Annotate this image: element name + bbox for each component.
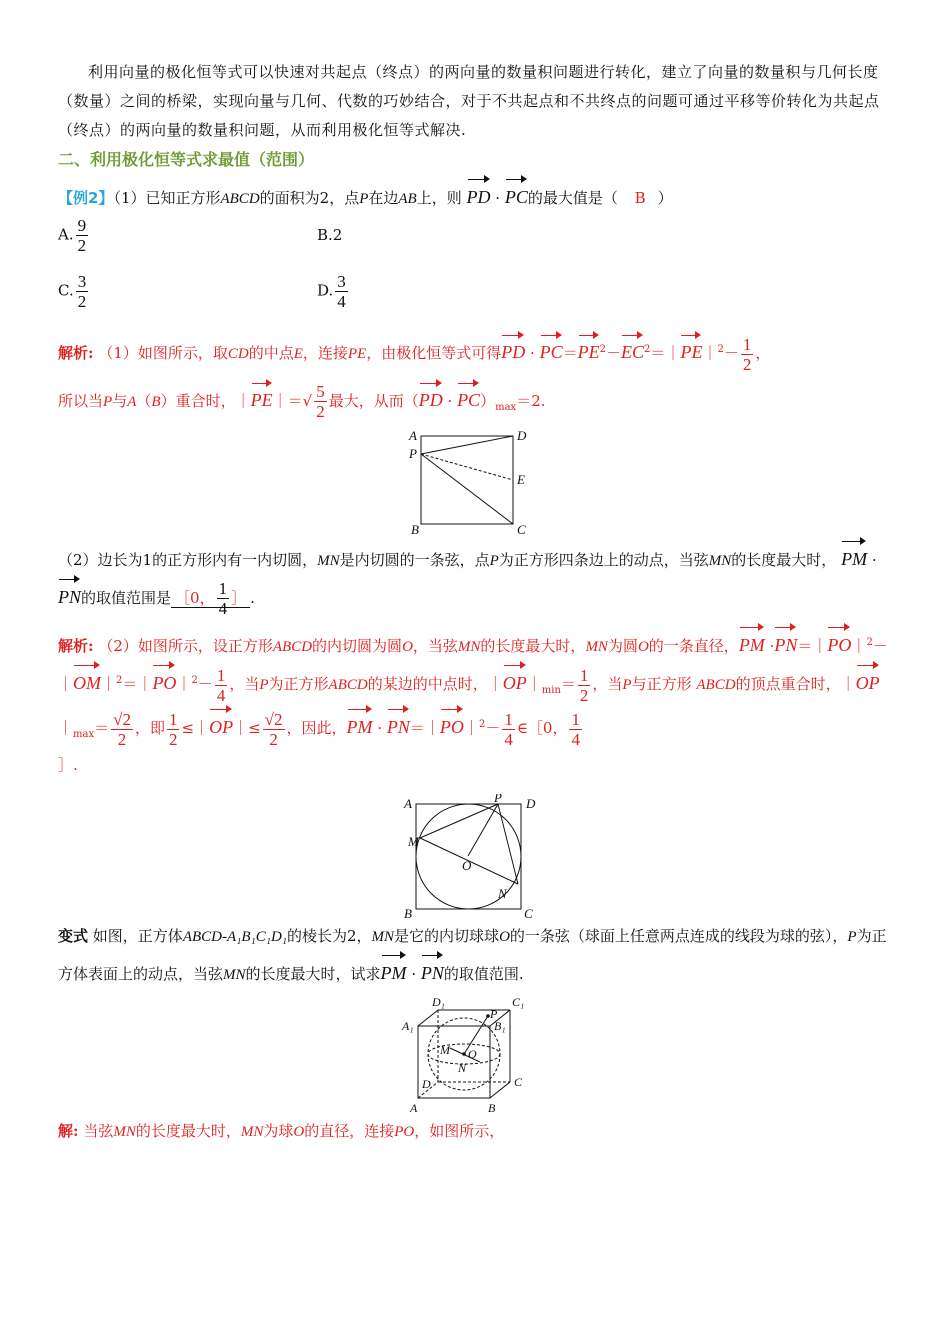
option-c: C. $\frac{3}{2}$ [58,272,87,311]
svg-text:C₁: C₁ [512,996,525,1009]
svg-text:A: A [404,796,412,811]
svg-text:D₁: D₁ [432,996,445,1009]
svg-text:C: C [524,906,533,919]
svg-text:D: D [422,1077,431,1091]
question2: （2）边长为1的正方形内有一内切圆，MN是内切圆的一条弦，点P为正方形四条边上的动点，当弦MN的长度最大时， PM · PN的取值范围是 ［0， $\frac{1}{4}$ ］ . [58,538,888,619]
variant-question: 变式 如图，正方体ABCD-A₁B₁C₁D₁的棱长为2，MN是它的内切球球O的一条弦（球面上任意两点连成的线段为球的弦），P为正方体表面上的动点，当弦MN的长度最大时，试求PM · PN的取值范围. [58,921,888,990]
figure-circle-square [398,794,548,919]
option-b: B.2 [317,226,343,244]
figure-cube-sphere [398,996,548,1116]
example2-question1: 【例2】（1）已知正方形ABCD的面积为2，点P在边AB上，则 PD · PC的最大值是（ B ） [58,176,888,214]
svg-text:M: M [440,1043,450,1057]
svg-text:A: A [410,1101,418,1115]
svg-text:B₁: B₁ [494,1019,506,1033]
fig1-label-d: D [517,427,527,443]
option-a: A. $\frac{9}{2}$ [58,216,87,255]
section-title: 二、利用极化恒等式求最值（范围） [58,150,315,169]
svg-text:P: P [494,794,502,805]
fig1-label-c: C [517,521,526,536]
svg-text:N: N [498,886,507,901]
option-d: D. $\frac{3}{4}$ [317,272,346,311]
fig1-label-a: A [409,427,417,443]
fig1-label-b: B [411,521,419,536]
vector-pc: PC [505,176,528,212]
figure-square-pe [403,426,543,536]
svg-text:C: C [514,1075,523,1089]
svg-text:A₁: A₁ [402,1019,414,1033]
svg-text:P: P [490,1007,498,1021]
svg-text:O: O [468,1047,477,1061]
solution1-line2: 所以当P与A（B）重合时，｜PE｜＝√ $\frac{5}{2}$ 最大，从而$(PD \cdot PC)_{max}=2$. [58,380,888,422]
svg-text:B: B [488,1101,496,1115]
svg-text:N: N [458,1061,467,1075]
svg-text:D: D [526,796,536,811]
fig1-label-p: P [409,445,417,461]
intro-paragraph: 利用向量的极化恒等式可以快速对共起点（终点）的两向量的数量积问题进行转化，建立了向量的数量积与几何长度（数量）之间的桥梁，实现向量与几何、代数的巧妙结合，对于不共起点和不共终点的问题可通过平移等价转化为共起点（终点）的两向量的数量积问题，从而利用极化恒等式解决. [58,63,880,139]
solution3: 解: 当弦MN的长度最大时，MN为球O的直径，连接PO，如图所示， [58,1122,505,1140]
solution1 [58,332,888,422]
vector-pd: PD [467,176,491,212]
answer-choice: B [634,189,646,207]
example-tag: 【例2】 [58,189,114,207]
solution2: 解析: （2）如图所示，设正方形ABCD的内切圆为圆O，当弦MN的长度最大时，MN为圆O的一条直径，PM ·PN＝｜PO｜$^2$－｜OM｜$^2$＝｜PO｜$^2$－ $\frac{1}{4}$ ，当P为正方形ABCD的某边的中点时，$|OP|_{min}=$ $\frac{1}{2}$ ，当P与正方形 ABCD的顶点重合时，$|OP|_{max}=$ $\frac{√2}{2}$ ，即 $\frac{1}{2}$ ≤｜OP｜≤ $\frac{√2}{2}$ ，因此，PM · PN＝｜PO｜$^2$－ $\frac{1}{4}$ ∈［0， $\frac{1}{4}$ ］. [58,624,888,780]
svg-text:O: O [462,858,472,873]
solution1-line1: 解析: （1）如图所示，取CD的中点E，连接PE，由极化恒等式可得PD · $PC=PE^2-EC^2=|PE|^2-$ $\frac{1}{2}$ ， [58,332,888,374]
svg-text:B: B [404,906,412,919]
answer-blank: ［0， $\frac{1}{4}$ ］ [171,589,250,608]
fig1-label-e: E [517,471,525,487]
svg-text:M: M [408,834,419,849]
options-block [58,214,888,332]
document-page [58,58,888,1147]
